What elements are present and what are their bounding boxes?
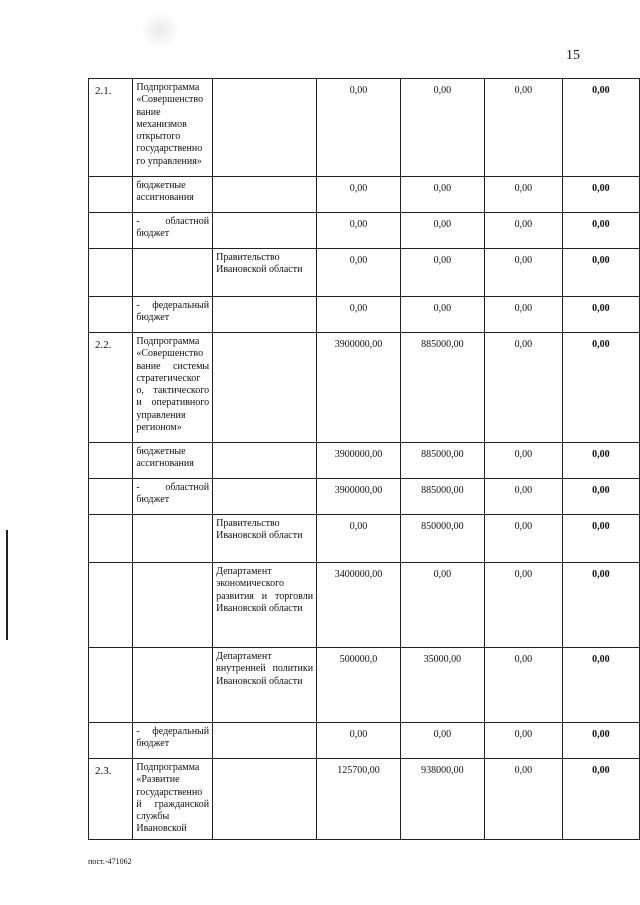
value-1-cell: 3900000,00 [317,479,401,515]
name-cell: - федеральный бюджет [133,723,213,759]
code-cell [89,177,133,213]
value-2-cell: 0,00 [401,213,485,249]
value-3-cell: 0,00 [484,648,562,723]
value-1-cell: 3400000,00 [317,563,401,648]
value-1-cell: 125700,00 [317,759,401,840]
value-1-cell: 0,00 [317,249,401,297]
page-number: 15 [566,48,580,63]
value-3-cell: 0,00 [484,515,562,563]
executor-cell [213,759,317,840]
executor-cell [213,177,317,213]
value-3-cell: 0,00 [484,79,562,177]
value-4-cell: 0,00 [562,759,639,840]
executor-cell [213,297,317,333]
value-1-cell: 0,00 [317,723,401,759]
table-row [89,443,640,479]
executor-cell [213,723,317,759]
executor-cell [213,213,317,249]
value-4-cell: 0,00 [562,177,639,213]
table-row [89,479,640,515]
code-cell [89,723,133,759]
value-1-cell: 0,00 [317,79,401,177]
executor-cell [213,79,317,177]
budget-table [88,78,640,840]
value-4-cell: 0,00 [562,648,639,723]
name-cell: Подпрограмма «Развитие государственно й гражданской службы Ивановской [133,759,213,840]
value-3-cell: 0,00 [484,297,562,333]
value-4-cell: 0,00 [562,333,639,443]
executor-cell [213,443,317,479]
code-cell: 2.1. [89,79,133,177]
value-2-cell: 0,00 [401,297,485,333]
value-4-cell: 0,00 [562,249,639,297]
name-cell: - областной бюджет [133,213,213,249]
value-3-cell: 0,00 [484,177,562,213]
value-3-cell: 0,00 [484,479,562,515]
value-4-cell: 0,00 [562,443,639,479]
value-4-cell: 0,00 [562,79,639,177]
executor-cell: Департамент внутренней политики Ивановской области [213,648,317,723]
code-cell [89,563,133,648]
scan-edge-mark [6,530,8,640]
code-cell [89,297,133,333]
name-cell: - областной бюджет [133,479,213,515]
table-row [89,177,640,213]
code-cell [89,515,133,563]
name-cell: - федеральный бюджет [133,297,213,333]
executor-cell: Правительство Ивановской области [213,249,317,297]
value-3-cell: 0,00 [484,443,562,479]
table-row [89,249,640,297]
value-1-cell: 3900000,00 [317,443,401,479]
value-4-cell: 0,00 [562,515,639,563]
value-3-cell: 0,00 [484,213,562,249]
value-4-cell: 0,00 [562,723,639,759]
value-3-cell: 0,00 [484,759,562,840]
name-cell: бюджетные ассигнования [133,177,213,213]
executor-cell: Департамент экономического развития и торговли Ивановской области [213,563,317,648]
code-cell [89,249,133,297]
value-1-cell: 500000,0 [317,648,401,723]
executor-cell [213,479,317,515]
value-1-cell: 3900000,00 [317,333,401,443]
name-cell [133,648,213,723]
value-3-cell: 0,00 [484,249,562,297]
value-2-cell: 885000,00 [401,333,485,443]
table-row [89,759,640,840]
value-2-cell: 850000,00 [401,515,485,563]
value-2-cell: 885000,00 [401,443,485,479]
value-2-cell: 0,00 [401,79,485,177]
table-row [89,297,640,333]
value-4-cell: 0,00 [562,479,639,515]
table-row [89,563,640,648]
table-row [89,515,640,563]
value-3-cell: 0,00 [484,723,562,759]
value-2-cell: 938000,00 [401,759,485,840]
value-3-cell: 0,00 [484,333,562,443]
table-row [89,79,640,177]
footer-doc-code: пост.-471062 [88,857,132,866]
value-2-cell: 35000,00 [401,648,485,723]
name-cell: Подпрограмма «Совершенство вание механизмов открытого государственно го управления» [133,79,213,177]
name-cell [133,249,213,297]
code-cell: 2.2. [89,333,133,443]
code-cell [89,213,133,249]
value-2-cell: 0,00 [401,177,485,213]
name-cell: бюджетные ассигнования [133,443,213,479]
value-2-cell: 0,00 [401,249,485,297]
value-4-cell: 0,00 [562,563,639,648]
value-2-cell: 0,00 [401,563,485,648]
name-cell [133,515,213,563]
code-cell [89,479,133,515]
value-3-cell: 0,00 [484,563,562,648]
name-cell [133,563,213,648]
executor-cell: Правительство Ивановской области [213,515,317,563]
value-2-cell: 885000,00 [401,479,485,515]
scan-smudge [140,10,180,50]
code-cell: 2.3. [89,759,133,840]
table-row [89,723,640,759]
name-cell: Подпрограмма «Совершенство вание системы стратегическог о, тактического и оперативного управления регионом» [133,333,213,443]
value-1-cell: 0,00 [317,177,401,213]
value-1-cell: 0,00 [317,213,401,249]
executor-cell [213,333,317,443]
value-4-cell: 0,00 [562,213,639,249]
value-4-cell: 0,00 [562,297,639,333]
value-1-cell: 0,00 [317,297,401,333]
table-row [89,213,640,249]
table-row [89,333,640,443]
value-1-cell: 0,00 [317,515,401,563]
value-2-cell: 0,00 [401,723,485,759]
table-row [89,648,640,723]
code-cell [89,443,133,479]
code-cell [89,648,133,723]
